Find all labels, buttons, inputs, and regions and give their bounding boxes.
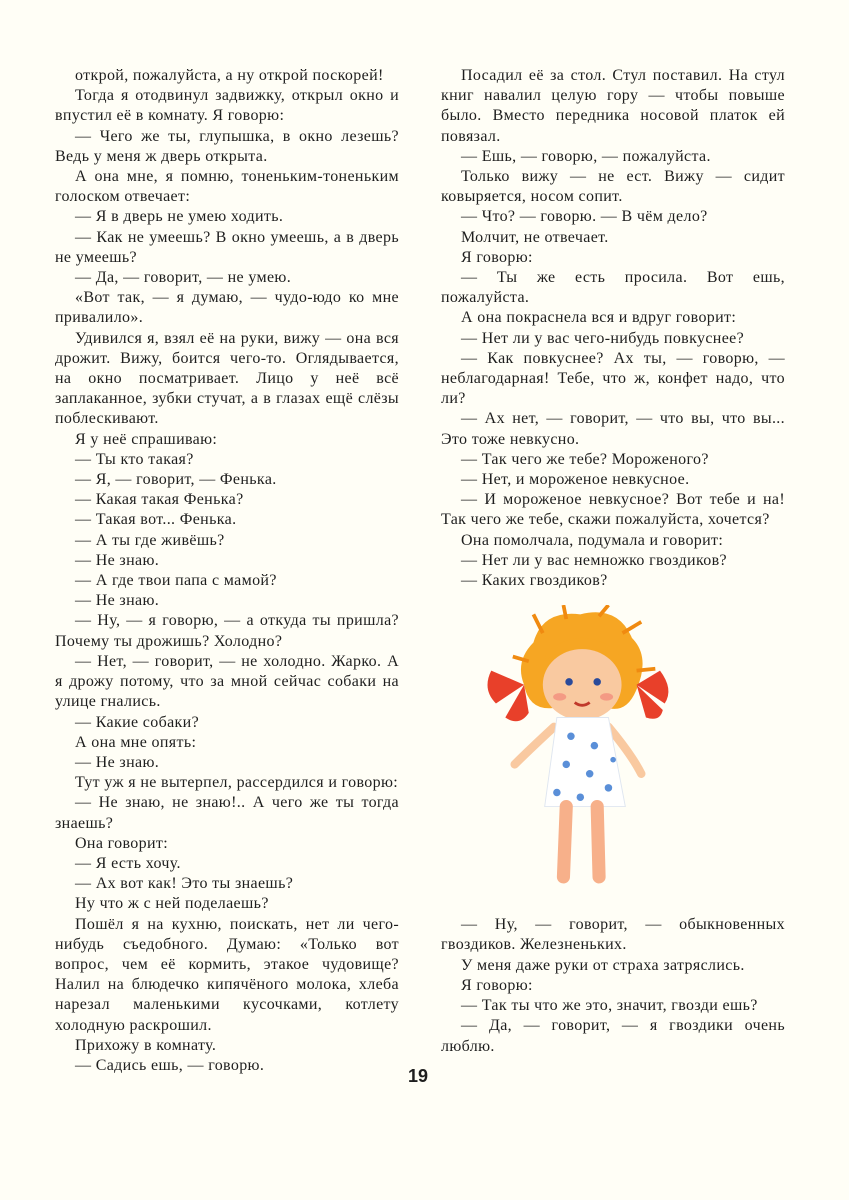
paragraph: Только вижу — не ест. Вижу — сидит ковыряется, носом сопит.	[441, 168, 785, 206]
paragraph: Молчит, не отвечает.	[461, 228, 609, 246]
paragraph: — Что? — говорю. — В чём дело?	[461, 208, 708, 226]
paragraph: Она помолчала, подумала и говорит:	[461, 531, 724, 549]
paragraph: А она мне опять:	[75, 733, 197, 751]
left-text-column	[55, 66, 399, 1076]
paragraph: — Садись ешь, — говорю.	[75, 1056, 265, 1074]
paragraph: — Я, — говорит, — Фенька.	[75, 471, 277, 489]
paragraph: Я у неё спрашиваю:	[75, 430, 218, 448]
paragraph: — Ну, — говорит, — обыкновенных гвоздиков. Железненьких.	[441, 916, 785, 954]
paragraph: — Не знаю.	[75, 592, 160, 610]
paragraph: — Как повкуснее? Ах ты, — говорю, — неблагодарная! Тебе, что ж, конфет надо, что ли?	[441, 349, 785, 408]
face	[543, 649, 622, 720]
paragraph: открой, пожалуйста, а ну открой поскорей!	[75, 67, 384, 84]
paragraph: Тогда я отодвинул задвижку, открыл окно и впустил её в комнату. Я говорю:	[55, 87, 399, 125]
paragraph: — Ешь, — говорю, — пожалуйста.	[461, 147, 711, 165]
paragraph: — Ах нет, — говорит, — что вы, что вы... Это тоже невкусно.	[441, 410, 785, 448]
paragraph: — Нет, — говорит, — не холодно. Жарко. А я дрожу потому, что за мной сейчас собаки на улице гнались.	[55, 652, 399, 711]
paragraph: — Нет ли у вас немножко гвоздиков?	[461, 551, 727, 569]
paragraph: — Нет, и мороженое невкусное.	[461, 471, 690, 489]
paragraph: — Так чего же тебе? Мороженого?	[461, 450, 709, 468]
paragraph: — Каких гвоздиков?	[461, 572, 608, 590]
paragraph: — Нет ли у вас чего-нибудь повкуснее?	[461, 329, 745, 347]
paragraph: Прихожу в комнату.	[75, 1036, 217, 1054]
eye-icon	[565, 678, 573, 686]
paragraph: Я говорю:	[461, 976, 533, 994]
right-column	[441, 66, 785, 1057]
paragraph: «Вот так, — я думаю, — чудо-юдо ко мне привалило».	[55, 289, 399, 327]
paragraph: — Не знаю.	[75, 551, 160, 569]
paragraph: Тут уж я не вытерпел, рассердился и говорю:	[75, 774, 399, 792]
paragraph: — Ах вот как! Это ты знаешь?	[75, 875, 294, 893]
paragraph: — Да, — говорит, — я гвоздики очень люблю.	[441, 1017, 785, 1055]
paragraph: — А где твои папа с мамой?	[75, 572, 277, 590]
paragraph: — Так ты что же это, значит, гвозди ешь?	[461, 997, 758, 1015]
paragraph: — Да, — говорит, — не умею.	[75, 269, 292, 287]
paragraph: — Чего же ты, глупышка, в окно лезешь? Ведь у меня ж дверь открыта.	[55, 127, 399, 165]
paragraph: А она мне, я помню, тоненьким-тоненьким голоском отвечает:	[55, 168, 399, 206]
paragraph: — И мороженое невкусное? Вот тебе и на! Так чего же тебе, скажи пожалуйста, хочется?	[441, 491, 785, 529]
paragraph: — Ты кто такая?	[75, 450, 194, 468]
paragraph: Ну что ж с ней поделаешь?	[75, 895, 269, 913]
paragraph: — Какие собаки?	[75, 713, 200, 731]
paragraph: — Такая вот... Фенька.	[75, 511, 237, 529]
paragraph: — Не знаю.	[75, 753, 160, 771]
right-text-continuation	[441, 915, 785, 1056]
right-bow	[637, 671, 669, 719]
right-text-column	[441, 66, 785, 591]
paragraph: У меня даже руки от страха затряслись.	[461, 956, 745, 974]
paragraph: — Я есть хочу.	[75, 854, 181, 872]
paragraph: Пошёл я на кухню, поискать, нет ли чего-нибудь съедобного. Думаю: «Только вот вопрос, чем её кормить, этакое чудовище? Налил на блюдечко кипячёного молока, хлеба нарезал маленькими кусочками, котлету холодную раскрошил.	[55, 915, 399, 1034]
paragraph: — Ну, — я говорю, — а откуда ты пришла? Почему ты дрожишь? Холодно?	[55, 612, 399, 650]
paragraph: — Ты же есть просила. Вот ешь, пожалуйста.	[441, 269, 785, 307]
paragraph: — Какая такая Фенька?	[75, 491, 244, 509]
paragraph: — Не знаю, не знаю!.. А чего же ты тогда знаешь?	[55, 794, 399, 832]
paragraph: — Я в дверь не умею ходить.	[75, 208, 284, 226]
paragraph: А она покраснела вся и вдруг говорит:	[461, 309, 737, 327]
paragraph: — А ты где живёшь?	[75, 531, 225, 549]
girl-illustration	[470, 605, 700, 905]
paragraph: Я говорю:	[461, 248, 533, 266]
paragraph: Она говорит:	[75, 834, 169, 852]
legs	[563, 807, 599, 877]
page-number: 19	[408, 1066, 429, 1086]
paragraph: — Как не умеешь? В окно умеешь, а в дверь не умеешь?	[55, 228, 399, 266]
paragraph: Удивился я, взял её на руки, вижу — она вся дрожит. Вижу, боится чего-то. Оглядывается, на окно посматривает. Лицо у неё всё заплаканное, зубки стучат, а в глазах ещё слёзы поблескивают.	[55, 329, 399, 428]
eye-icon	[593, 678, 601, 686]
paragraph: Посадил её за стол. Стул поставил. На стул книг навалил целую гору — чтобы повыше было. Вместо передника носовой платок ей повязал.	[441, 67, 785, 145]
